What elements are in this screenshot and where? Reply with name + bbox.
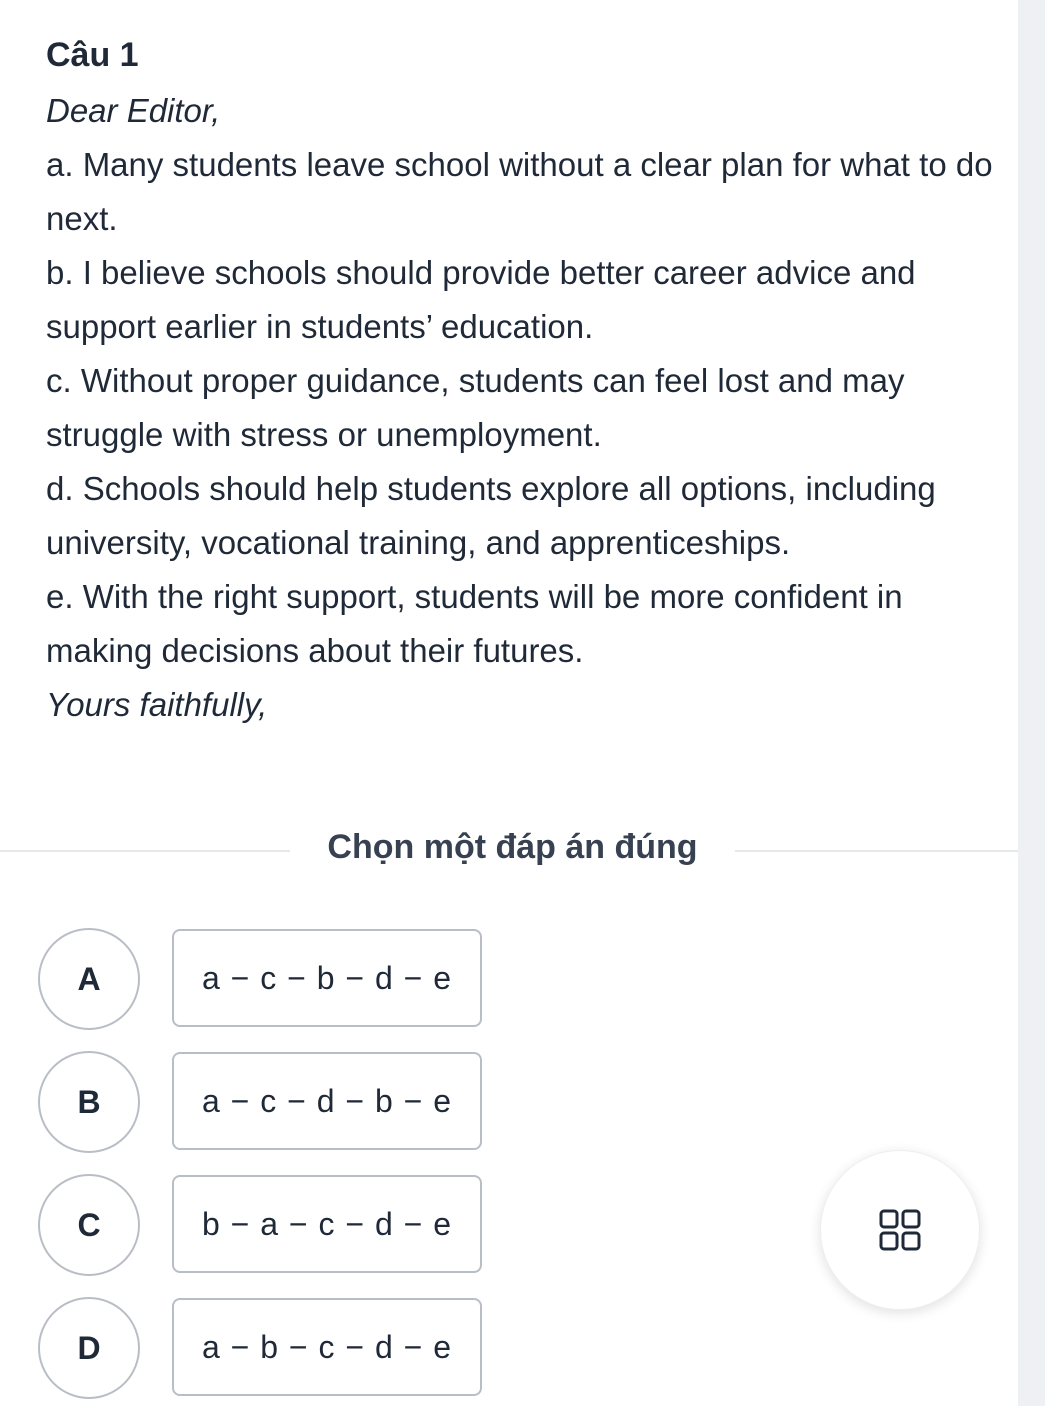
question-grid-button[interactable] bbox=[820, 1150, 980, 1310]
passage bbox=[46, 84, 996, 732]
option-d-letter[interactable]: D bbox=[38, 1297, 140, 1399]
closing: Yours faithfully, bbox=[46, 686, 268, 723]
option-c-letter[interactable]: C bbox=[38, 1174, 140, 1276]
option-b-letter[interactable]: B bbox=[38, 1051, 140, 1153]
option-b-answer[interactable]: a − c − d − b − e bbox=[172, 1052, 482, 1150]
passage-line-a: a. Many students leave school without a clear plan for what to do next. bbox=[46, 146, 993, 237]
option-c-answer[interactable]: b − a − c − d − e bbox=[172, 1175, 482, 1273]
instruction-divider bbox=[0, 820, 1018, 880]
passage-line-e: e. With the right support, students will be more confident in making decisions about their futures. bbox=[46, 578, 903, 669]
instruction-label: Chọn một đáp án đúng bbox=[327, 828, 698, 866]
divider-line-left bbox=[0, 850, 290, 852]
passage-line-c: c. Without proper guidance, students can feel lost and may struggle with stress or unemployment. bbox=[46, 362, 905, 453]
option-d-answer[interactable]: a − b − c − d − e bbox=[172, 1298, 482, 1396]
option-c[interactable] bbox=[38, 1174, 483, 1276]
option-a-letter[interactable]: A bbox=[38, 928, 140, 1030]
divider-line-right bbox=[735, 850, 1018, 852]
salutation: Dear Editor, bbox=[46, 92, 221, 129]
passage-line-d: d. Schools should help students explore all options, including university, vocational training, and apprenticeships. bbox=[46, 470, 936, 561]
option-d[interactable] bbox=[38, 1297, 483, 1399]
option-a[interactable] bbox=[38, 928, 483, 1030]
option-a-answer[interactable]: a − c − b − d − e bbox=[172, 929, 482, 1027]
passage-line-b: b. I believe schools should provide better career advice and support earlier in students’ education. bbox=[46, 254, 916, 345]
grid-icon bbox=[878, 1208, 922, 1252]
option-b[interactable] bbox=[38, 1051, 483, 1153]
question-title: Câu 1 bbox=[46, 36, 139, 74]
